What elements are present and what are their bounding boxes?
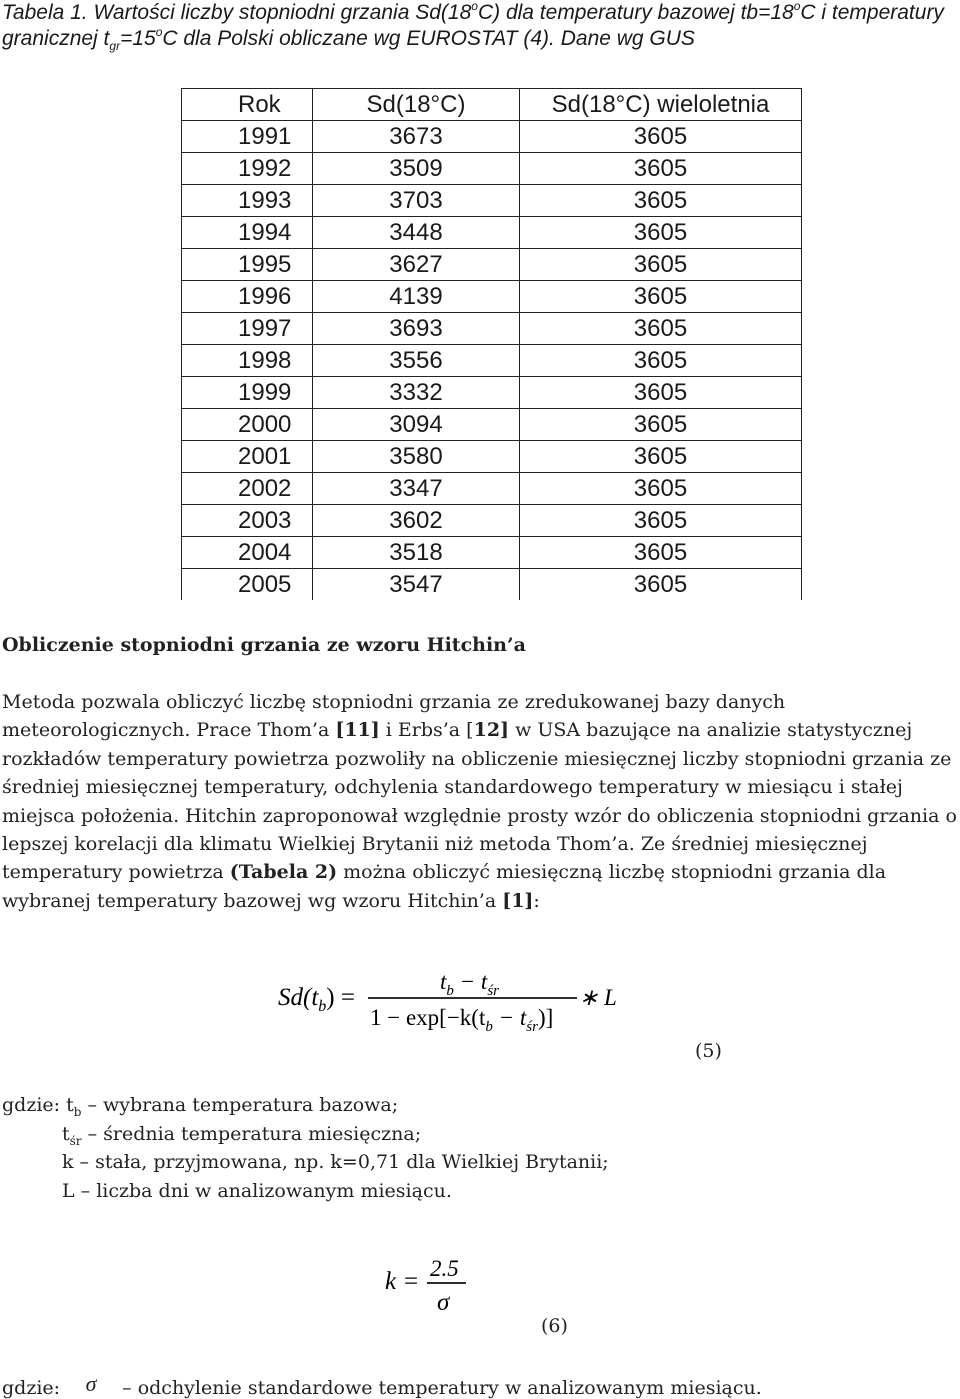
cell-year: 1991 bbox=[182, 121, 313, 153]
definition-tsr: $t_{śr}$ – średnia temperatura miesięczna; bbox=[62, 1122, 422, 1148]
citation-11: [11] bbox=[335, 719, 380, 742]
cell-sd-longterm: 3605 bbox=[520, 345, 802, 377]
sigma-definition: gdzie: σ – odchylenie standardowe temperatury w analizowanym miesiącu. bbox=[2, 1371, 762, 1399]
cell-sd: 3627 bbox=[313, 249, 520, 281]
cell-year: 2001 bbox=[182, 441, 313, 473]
cell-sd: 3518 bbox=[313, 537, 520, 569]
cell-sd-longterm: 3605 bbox=[520, 441, 802, 473]
table-row bbox=[182, 409, 802, 441]
cell-sd: 3547 bbox=[313, 569, 520, 601]
table-row bbox=[182, 217, 802, 249]
cell-year: 2005 bbox=[182, 569, 313, 601]
table-row bbox=[182, 121, 802, 153]
cell-sd: 3580 bbox=[313, 441, 520, 473]
svg-text:σ: σ bbox=[437, 1289, 450, 1316]
header-sd: Sd(18°C) bbox=[313, 89, 520, 121]
definition-tb: gdzie: $t_b$ – wybrana temperatura bazowa; bbox=[2, 1094, 399, 1119]
definitions-list bbox=[2, 1091, 609, 1205]
table-header-row bbox=[182, 89, 802, 121]
degree-days-table bbox=[181, 88, 802, 600]
cell-year: 2004 bbox=[182, 537, 313, 569]
cell-sd-longterm: 3605 bbox=[520, 505, 802, 537]
cell-sd-longterm: 3605 bbox=[520, 249, 802, 281]
header-rok: Rok bbox=[182, 89, 313, 121]
cell-sd: 3347 bbox=[313, 473, 520, 505]
cell-year: 2000 bbox=[182, 409, 313, 441]
table-row bbox=[182, 505, 802, 537]
cell-year: 1992 bbox=[182, 153, 313, 185]
svg-text:Sd(tb) =: $Sd(t_b)$ = bbox=[278, 984, 355, 1015]
cell-sd-longterm: 3605 bbox=[520, 569, 802, 601]
svg-text:k =: k = bbox=[385, 1268, 420, 1295]
cell-sd: 3693 bbox=[313, 313, 520, 345]
cell-sd-longterm: 3605 bbox=[520, 409, 802, 441]
cell-year: 2003 bbox=[182, 505, 313, 537]
cell-sd: 4139 bbox=[313, 281, 520, 313]
cell-sd: 3332 bbox=[313, 377, 520, 409]
table-row bbox=[182, 537, 802, 569]
cell-year: 1993 bbox=[182, 185, 313, 217]
citation-1: [1] bbox=[502, 889, 534, 912]
cell-sd-longterm: 3605 bbox=[520, 377, 802, 409]
definition-k: k – stała, przyjmowana, np. k=0,71 dla Wielkiej Brytanii; bbox=[62, 1151, 609, 1173]
svg-text:∗ L: ∗ L bbox=[579, 985, 617, 1010]
table-row bbox=[182, 249, 802, 281]
table-reference: (Tabela 2) bbox=[229, 861, 338, 884]
svg-text:2.5: 2.5 bbox=[430, 1256, 459, 1281]
table-row bbox=[182, 313, 802, 345]
body-paragraph: Metoda pozwala obliczyć liczbę stopniodni grzania ze zredukowanej bazy danych meteorologicznych. Prace Thom’a [11] i Erbs’a [12] w USA bazujące na analizie statystycznej rozkładów temperatury powietrza pozwoliły na obliczenie miesięcznej liczby stopniodni grzania ze średniej miesięcznej temperatury, odchylenia standardowego temperatury w miesiącu i stałej miejsca położenia. Hitchin zaproponował względnie prosty wzór do obliczenia stopniodni grzania o lepszej korelacji dla klimatu Wielkiej Brytanii niż metoda Thom’a. Ze średniej miesięcznej temperatury powietrza (Tabela 2) można obliczyć miesięczną liczbę stopniodni grzania dla wybranej temperatury bazowej wg wzoru Hitchin’a [1]: bbox=[2, 691, 957, 912]
cell-sd: 3556 bbox=[313, 345, 520, 377]
cell-sd-longterm: 3605 bbox=[520, 185, 802, 217]
table-row bbox=[182, 377, 802, 409]
cell-sd-longterm: 3605 bbox=[520, 121, 802, 153]
citation-12: 12] bbox=[473, 719, 510, 742]
table-row bbox=[182, 569, 802, 601]
cell-sd: 3448 bbox=[313, 217, 520, 249]
cell-sd: 3673 bbox=[313, 121, 520, 153]
header-sd-wieloletnia: Sd(18°C) wieloletnia bbox=[520, 89, 802, 121]
cell-sd-longterm: 3605 bbox=[520, 217, 802, 249]
table-row bbox=[182, 441, 802, 473]
cell-year: 1998 bbox=[182, 345, 313, 377]
cell-year: 1999 bbox=[182, 377, 313, 409]
table-row bbox=[182, 473, 802, 505]
equation-number-6: (6) bbox=[541, 1315, 568, 1337]
cell-year: 1995 bbox=[182, 249, 313, 281]
equation-number-5: (5) bbox=[695, 1040, 722, 1062]
definition-l: L – liczba dni w analizowanym miesiącu. bbox=[62, 1179, 452, 1202]
cell-sd-longterm: 3605 bbox=[520, 153, 802, 185]
cell-year: 2002 bbox=[182, 473, 313, 505]
cell-year: 1994 bbox=[182, 217, 313, 249]
svg-text:tb − tśr: $t_b - t_{śr}$ bbox=[440, 969, 499, 999]
table-row bbox=[182, 153, 802, 185]
cell-sd-longterm: 3605 bbox=[520, 537, 802, 569]
cell-year: 1996 bbox=[182, 281, 313, 313]
cell-sd: 3509 bbox=[313, 153, 520, 185]
cell-sd-longterm: 3605 bbox=[520, 281, 802, 313]
cell-sd-longterm: 3605 bbox=[520, 473, 802, 505]
equation-5-hitchin bbox=[275, 965, 620, 1040]
cell-sd-longterm: 3605 bbox=[520, 313, 802, 345]
table-row bbox=[182, 281, 802, 313]
equation-6-k bbox=[382, 1252, 477, 1320]
svg-text:1 − exp[−k(tb − tśr)]: $1 - \exp[-k(t_b - t_{śr})]$ bbox=[370, 1005, 554, 1035]
sigma-symbol: σ bbox=[85, 1371, 97, 1396]
table-caption: Tabela 1. Wartości liczby stopniodni grzania Sd(18$^o$C) dla temperatury bazowej $tb=18^oC$ i temperatury granicznej $t_{gr}=15^oC$ dla Polski obliczane wg EUROSTAT (4). Dane wg GUS bbox=[2, 0, 944, 53]
cell-sd: 3602 bbox=[313, 505, 520, 537]
table-row bbox=[182, 345, 802, 377]
section-heading: Obliczenie stopniodni grzania ze wzoru Hitchin’a bbox=[2, 634, 526, 656]
cell-year: 1997 bbox=[182, 313, 313, 345]
table-body bbox=[182, 121, 802, 601]
cell-sd: 3094 bbox=[313, 409, 520, 441]
cell-sd: 3703 bbox=[313, 185, 520, 217]
table-row bbox=[182, 185, 802, 217]
